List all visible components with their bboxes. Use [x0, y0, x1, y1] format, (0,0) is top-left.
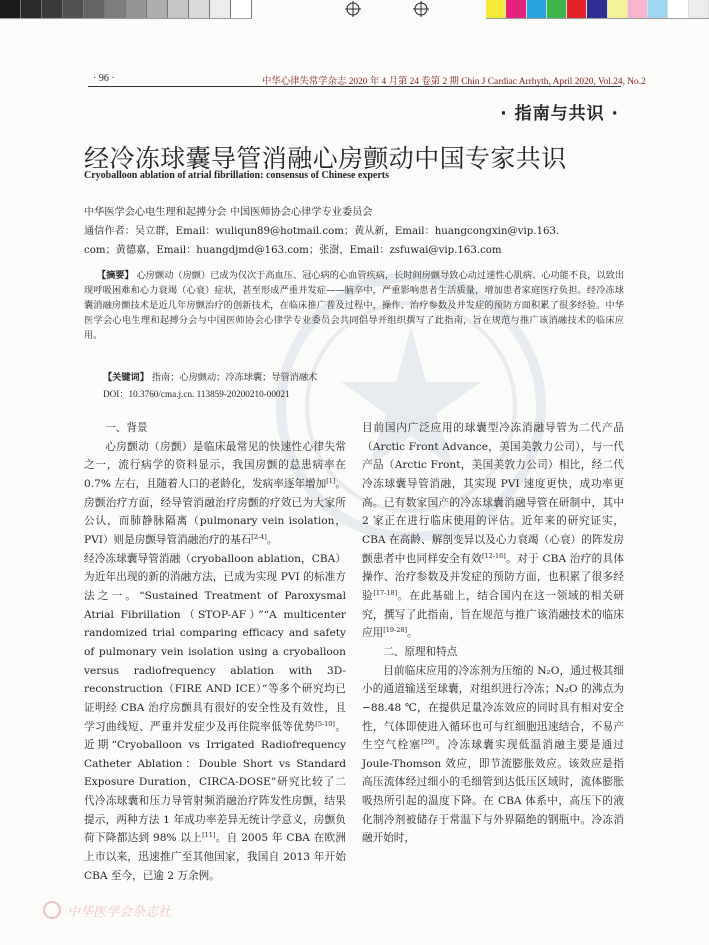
header-rule	[88, 86, 621, 87]
corresponding-authors-cont: com；黄德嘉，Email：huangdjmd@163.com；张澍，Email：zsfuwai@vip.163.com	[84, 245, 502, 256]
citation[interactable]: [29]	[421, 738, 435, 747]
section-tag: · 指南与共识 ·	[500, 104, 619, 124]
section-heading-background: 一、背景	[105, 422, 148, 434]
citation[interactable]: [2-4]	[251, 532, 267, 541]
body-column-right	[362, 419, 624, 848]
doi[interactable]: DOI：10.3760/cma.j.cn. 113859-20200210-00021	[103, 389, 290, 399]
registration-mark-icon	[345, 1, 361, 17]
citation[interactable]: [5-10]	[315, 719, 335, 728]
corresponding-authors: 通信作者：吴立群，Email：wuliqun89@hotmail.com；黄从新，Email：huangcongxin@vip.163.	[84, 226, 560, 237]
citation[interactable]: [12-16]	[482, 551, 506, 560]
abstract-label: 【摘要】	[96, 270, 134, 281]
color-calibration-strip	[486, 0, 709, 19]
publisher-seal-icon	[43, 901, 61, 919]
body-paragraph: 经冷冻球囊导管消融（cryoballoon ablation，CBA）为近年出现的新的消融方法，已成为实现 PVI 的标准方法之一。“Sustained Treatment of Paroxysmal Atrial Fibrillation（STOP-AF）”“A multicenter randomized trial comparing efficacy and safety of pulmonary vein isolation using a cryoballoon versus radiofrequency ablation with 3D-reconstruction（FIRE AND ICE）”等多个研究均已证明经 CBA 治疗房颤具有很好的安全性及有效性，且学习曲线短、严重并发症少及再住院率低等优势[5-10]。近期“Cryoballoon vs Irrigated Radiofrequency Catheter Ablation：Double Short vs Standard Exposure Duration，CIRCA-DOSE”研究比较了二代冷冻球囊和压力导管射频消融治疗阵发性房颤，结果提示，两种方法 1 年成功率差异无统计学意义，房颤负荷下降都达到 98% 以上[11]。自 2005 年 CBA 在欧洲上市以来，迅速推广至其他国家，我国自 2013 年开始 CBA 至今，已逾 2 万余例。	[84, 552, 346, 882]
abstract	[84, 268, 624, 343]
citation[interactable]: [1]	[326, 476, 336, 485]
body-column-left	[84, 419, 346, 885]
article-title-en: Cryoballoon ablation of atrial fibrillation: consensus of Chinese experts	[84, 170, 390, 181]
body-paragraph: 目前临床应用的冷冻剂为压缩的 N₂O，通过极其细小的通道输送至球囊，对组织进行冷冻；N₂O 的沸点为 −88.48 ℃，在提供足量冷冻效应的同时具有相对安全性，气体即使进入循环也可与红细胞迅速结合，不易产生空气栓塞[29]。冷冻球囊实现低温消融主要是通过 Joule-Thomson 效应，即节流膨胀效应。该效应是指高压流体经过细小的毛细管到达低压区域时，流体膨胀吸热所引起的温度下降。在 CBA 体系中，高压下的液化制冷剂被储存于常温下与外界隔绝的钢瓶中。冷冻消融开始时，	[362, 664, 625, 845]
journal-running-head: 中华心律失常学杂志 2020 年 4 月第 24 卷第 2 期 Chin J Cardiac Arrhyth, April 2020, Vol.24, No.2	[262, 77, 646, 87]
grayscale-calibration-strip	[0, 0, 252, 19]
keywords-text: 指南；心房颤动；冷冻球囊；导管消融术	[151, 372, 318, 383]
body-paragraph: 目前国内广泛应用的球囊型冷冻消融导管为二代产品（Arctic Front Advance，美国美敦力公司），与一代产品（Arctic Front，美国美敦力公司）相比，经二代冷冻球囊导管消融，其实现 PVI 速度更快，成功率更高。已有数家国产的冷冻球囊消融导管在研制中，其中 2 家正在进行临床使用的评估。近年来的研究证实，CBA 在高龄、解剖变异以及心力衰竭（心衰）的阵发房颤患者中也同样安全有效[12-16]。对于 CBA 治疗的具体操作、治疗参数及并发症的预防方面，也积累了很多经验[17-18]。在此基础上，结合国内在这一领域的相关研究，撰写了此指南，旨在规范与推广该消融技术的临床应用[19-28]。	[362, 422, 625, 640]
registration-mark-icon	[413, 1, 429, 17]
keywords	[103, 369, 317, 383]
author-organizations: 中华医学会心电生理和起搏分会 中国医师协会心律学专业委员会	[84, 207, 373, 218]
page-number: · 96 ·	[93, 73, 115, 84]
keywords-label: 【关键词】	[103, 372, 149, 383]
citation[interactable]: [11]	[202, 831, 216, 840]
citation[interactable]: [19-28]	[383, 626, 407, 635]
publisher-logo-text: 中华医学会杂志社	[67, 904, 172, 920]
publisher-logo	[43, 900, 171, 920]
abstract-text: 心房颤动（房颤）已成为仅次于高血压、冠心病的心血管疾病，长时间房颤导致心动过速性心肌病、心功能不良，以致出现呼吸困难和心力衰竭（心衰）症状，甚至形成严重并发症——脑卒中，严重影响患者生活质量，增加患者家庭医疗负担。经冷冻球囊消融房颤技术是近几年房颤治疗的创新技术，在临床推广普及过程中，操作、治疗参数及并发症的预防方面积累了很多经验。中华医学会心电生理和起搏分会与中国医师协会心律学专业委员会共同倡导并组织撰写了此指南，旨在规范与推广该消融技术的临床应用。	[84, 270, 625, 342]
section-heading-principles: 二、原理和特点	[383, 645, 458, 658]
body-paragraph: 心房颤动（房颤）是临床最常见的快速性心律失常之一，流行病学的资料显示，我国房颤的总患病率在 0.7% 左右，且随着人口的老龄化，发病率逐年增加[1]。房颤治疗方面，经导管消融治疗房颤的疗效已为大家所公认，而肺静脉隔离（pulmonary vein isolation，PVI）则是房颤导管消融治疗的基石[2-4]。	[84, 440, 347, 546]
author-block	[84, 203, 624, 260]
citation[interactable]: [17-18]	[373, 588, 398, 597]
article-title-cn: 经冷冻球囊导管消融心房颤动中国专家共识	[84, 144, 567, 173]
